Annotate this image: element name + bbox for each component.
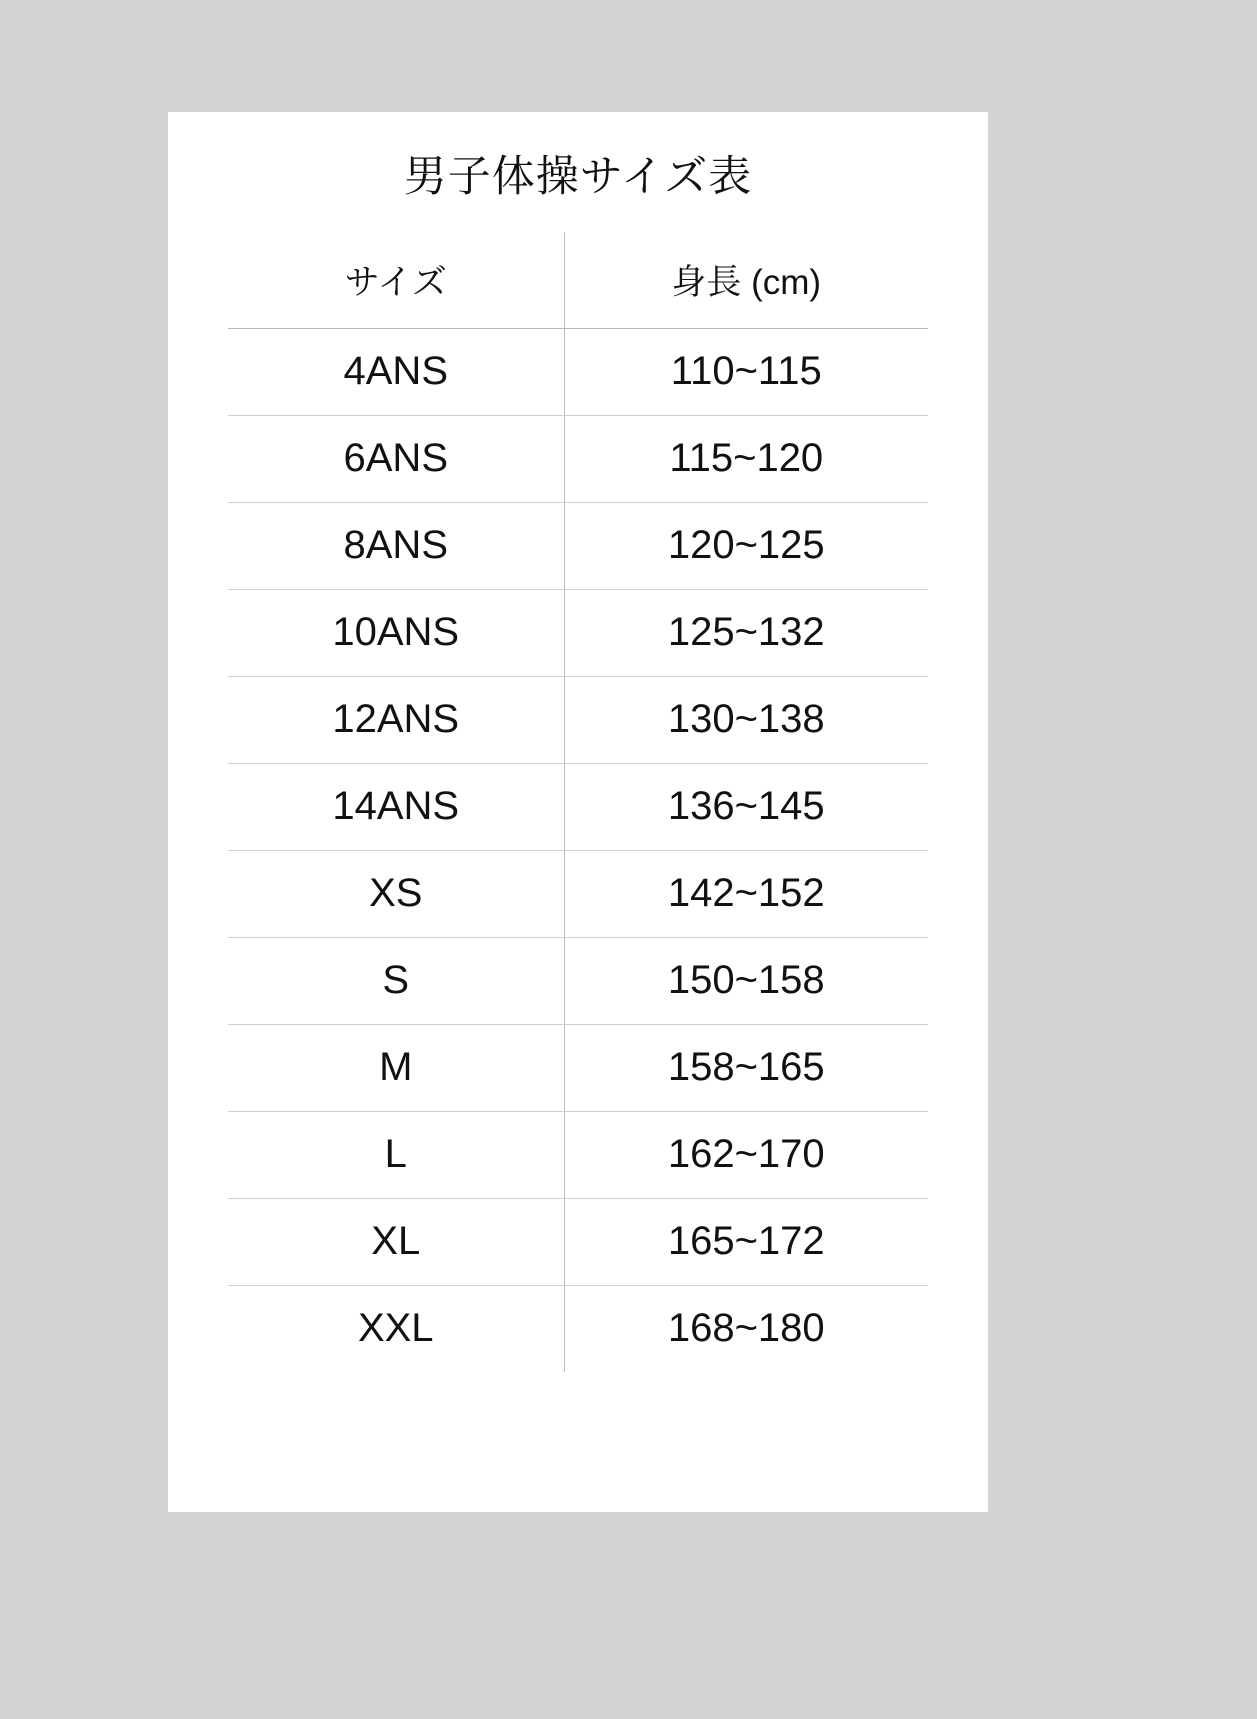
cell-size: S [228, 937, 564, 1024]
cell-height: 165~172 [564, 1198, 928, 1285]
cell-size: 6ANS [228, 415, 564, 502]
cell-height: 115~120 [564, 415, 928, 502]
cell-height: 158~165 [564, 1024, 928, 1111]
table-body [228, 328, 928, 1372]
cell-size: XS [228, 850, 564, 937]
table-header [228, 232, 928, 329]
cell-height: 168~180 [564, 1285, 928, 1372]
page-title: 男子体操サイズ表 [403, 153, 753, 201]
cell-size: 10ANS [228, 589, 564, 676]
size-chart-table [228, 232, 928, 1372]
table-row [228, 589, 928, 676]
cell-size: M [228, 1024, 564, 1111]
table-header-row [228, 232, 928, 329]
cell-height: 110~115 [564, 328, 928, 415]
column-header-height: 身長 (cm) [564, 232, 928, 329]
cell-size: 4ANS [228, 328, 564, 415]
table-row [228, 502, 928, 589]
table-row [228, 937, 928, 1024]
cell-size: L [228, 1111, 564, 1198]
cell-size: 8ANS [228, 502, 564, 589]
cell-height: 136~145 [564, 763, 928, 850]
cell-size: 12ANS [228, 676, 564, 763]
table-row [228, 1285, 928, 1372]
cell-height: 150~158 [564, 937, 928, 1024]
table-row [228, 676, 928, 763]
cell-size: 14ANS [228, 763, 564, 850]
size-chart-card [168, 112, 988, 1512]
cell-height: 162~170 [564, 1111, 928, 1198]
table-row [228, 415, 928, 502]
cell-height: 142~152 [564, 850, 928, 937]
column-header-size: サイズ [228, 232, 564, 329]
table-row [228, 850, 928, 937]
table-row [228, 1111, 928, 1198]
table-row [228, 1198, 928, 1285]
cell-size: XXL [357, 1306, 434, 1351]
table-row [228, 328, 928, 415]
cell-height: 130~138 [564, 676, 928, 763]
cell-size: XL [228, 1198, 564, 1285]
cell-height: 120~125 [564, 502, 928, 589]
table-row [228, 763, 928, 850]
table-row [228, 1024, 928, 1111]
cell-height: 125~132 [564, 589, 928, 676]
